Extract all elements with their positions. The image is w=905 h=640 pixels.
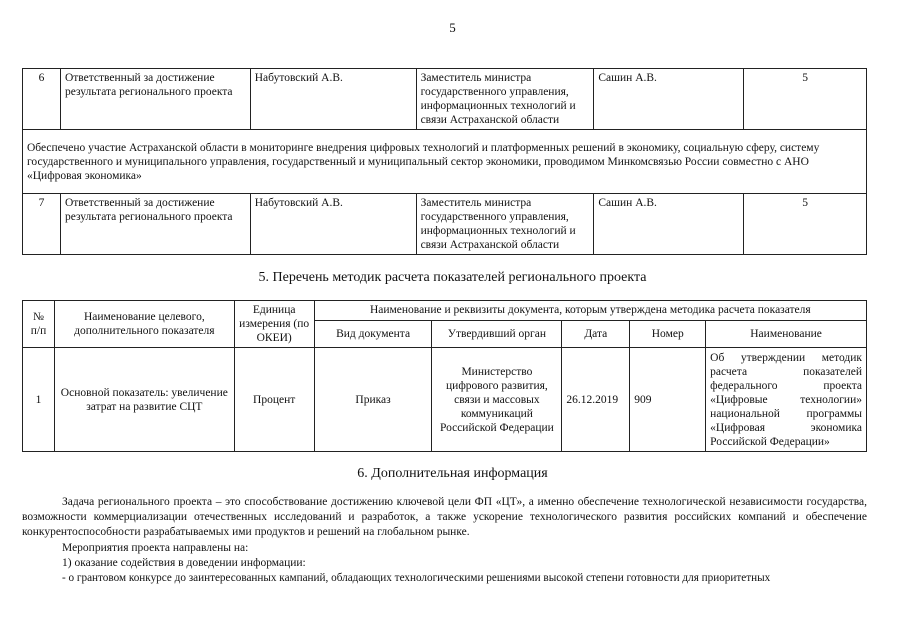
doc-type-cell: Приказ bbox=[314, 348, 432, 452]
result-note: Обеспечено участие Астраханской области в мониторинге внедрения цифровых технологий и платформенных решений в экономику, социальную сферу, систему государственного и муниципального управления, государственный и муниципальный сектор экономики, проводимом Минкомсвязью России совместно с АНО «Цифровая экономика» bbox=[23, 130, 867, 194]
row-number: 1 bbox=[23, 348, 55, 452]
section-5-title: 5. Перечень методик расчета показателей регионального проекта bbox=[258, 270, 647, 285]
person-cell: Набутовский А.В. bbox=[250, 194, 416, 255]
paragraph-line: Мероприятия проекта направлены на: bbox=[62, 542, 249, 554]
indicator-name: Основной показатель: увеличение затрат на развитие СЦТ bbox=[54, 348, 234, 452]
supervisor-cell: Сашин А.В. bbox=[594, 194, 744, 255]
workload-cell: 5 bbox=[744, 69, 867, 130]
table-row bbox=[23, 69, 867, 130]
paragraph: Задача регионального проекта – это способствование достижению ключевой цели ФП «ЦТ», а именно обеспечение технологической независимости государства, возможности коммерциализации отечественных исследований и разработок, а также ускорение технологического развития российских компаний и обеспечение конкурентоспособности разрабатываемых ими продуктов и решений на глобальном рынке. bbox=[22, 496, 867, 538]
table-row bbox=[23, 130, 867, 194]
supervisor-cell: Сашин А.В. bbox=[594, 69, 744, 130]
header-approver: Утвердивший орган bbox=[432, 320, 562, 347]
section-6-title: 6. Дополнительная информация bbox=[357, 466, 548, 481]
paragraph-line: - о грантовом конкурсе до заинтересованных кампаний, обладающих технологическими решениями высокой степени готовности для приоритетных bbox=[62, 572, 771, 584]
doc-title-cell: Об утверждении методик расчета показателей федерального проекта «Цифровые технологии» национальной программы «Цифровая экономика Российской Федерации» bbox=[706, 348, 867, 452]
header-number: Номер bbox=[630, 320, 706, 347]
unit-cell: Процент bbox=[234, 348, 314, 452]
header-unit: Единица измерения (по ОКЕИ) bbox=[234, 301, 314, 348]
role-cell: Ответственный за достижение результата регионального проекта bbox=[60, 69, 250, 130]
table-row bbox=[23, 348, 867, 452]
workload-cell: 5 bbox=[744, 194, 867, 255]
position-cell: Заместитель министра государственного управления, информационных технологий и связи Астраханской области bbox=[416, 69, 594, 130]
methods-table bbox=[22, 300, 867, 452]
header-title: Наименование bbox=[706, 320, 867, 347]
row-number: 7 bbox=[23, 194, 61, 255]
position-cell: Заместитель министра государственного управления, информационных технологий и связи Астраханской области bbox=[416, 194, 594, 255]
table-row bbox=[23, 194, 867, 255]
person-cell: Набутовский А.В. bbox=[250, 69, 416, 130]
responsibility-table bbox=[22, 68, 867, 255]
row-number: 6 bbox=[23, 69, 61, 130]
header-doc-group: Наименование и реквизиты документа, которым утверждена методика расчета показателя bbox=[314, 301, 866, 321]
table-header-row bbox=[23, 301, 867, 321]
approver-cell: Министерство цифрового развития, связи и массовых коммуникаций Российской Федерации bbox=[432, 348, 562, 452]
header-num: № п/п bbox=[23, 301, 55, 348]
page-number: 5 bbox=[449, 20, 456, 35]
header-doc-type: Вид документа bbox=[314, 320, 432, 347]
header-date: Дата bbox=[562, 320, 630, 347]
number-cell: 909 bbox=[630, 348, 706, 452]
date-cell: 26.12.2019 bbox=[562, 348, 630, 452]
role-cell: Ответственный за достижение результата регионального проекта bbox=[60, 194, 250, 255]
header-name: Наименование целевого, дополнительного показателя bbox=[54, 301, 234, 348]
paragraph-line: 1) оказание содействия в доведении информации: bbox=[62, 557, 306, 569]
